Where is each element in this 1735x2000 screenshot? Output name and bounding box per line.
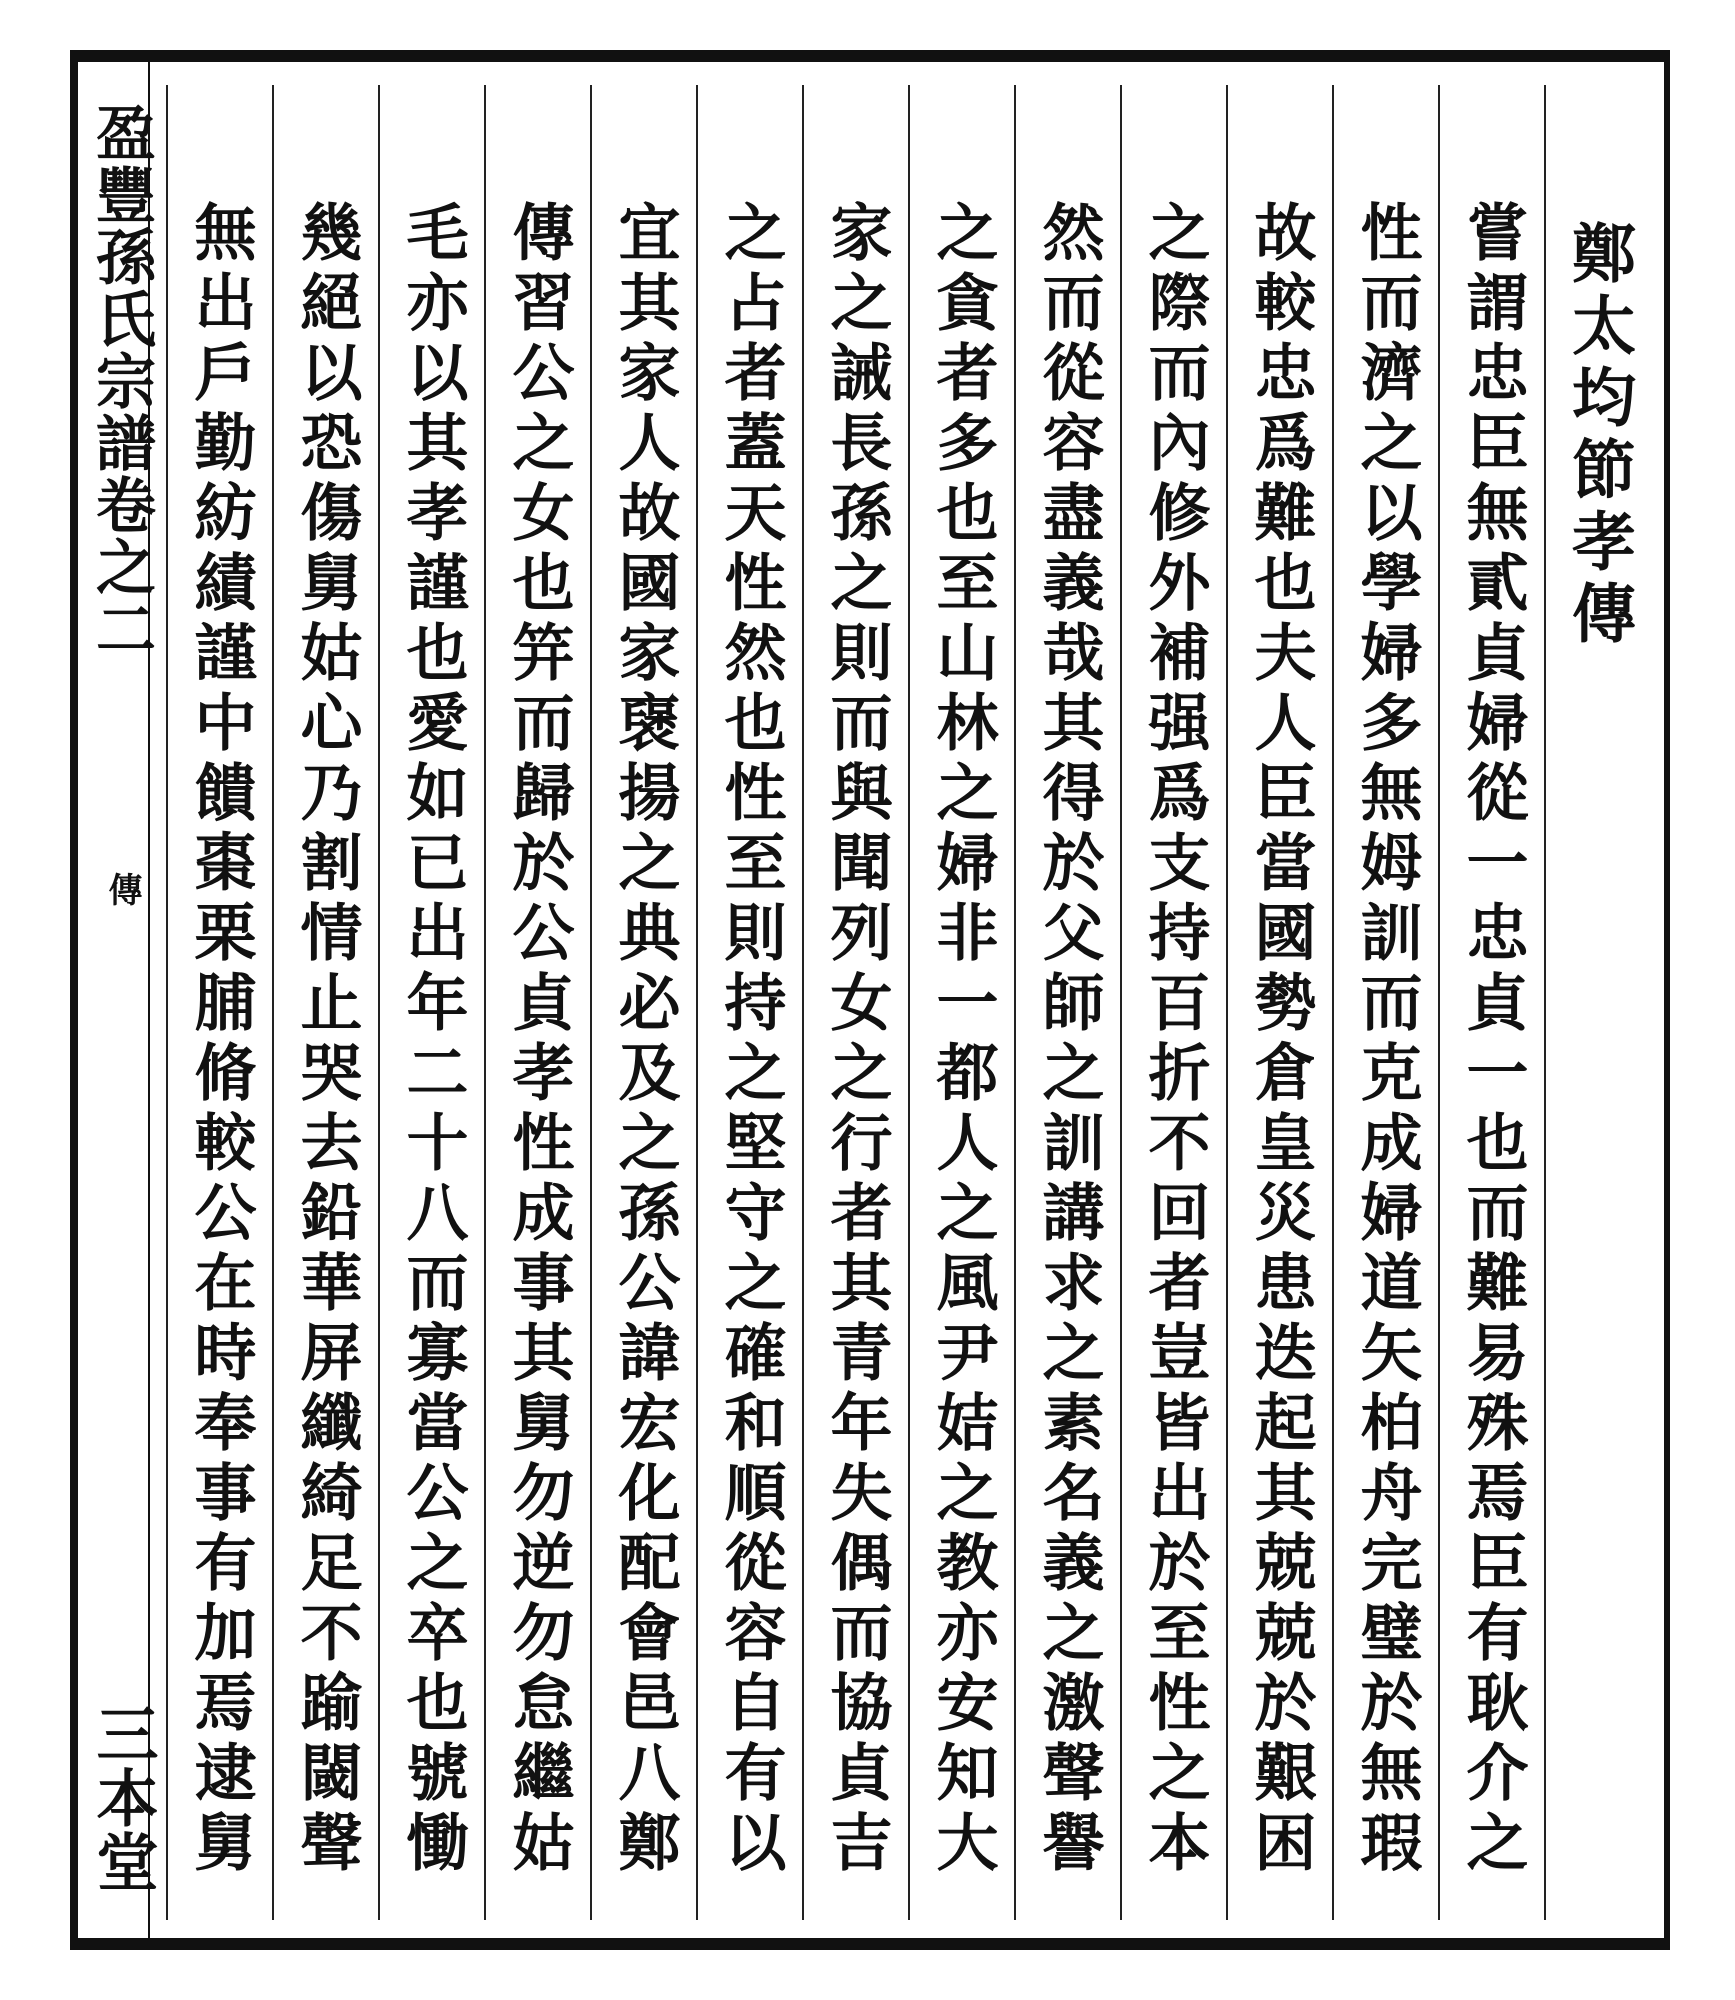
text-column	[378, 85, 484, 1920]
column-text: 幾絕以恐傷舅姑心乃割情止哭去鉛華屏纖綺足不踰閾聲	[290, 200, 363, 1880]
column-text: 嘗謂忠臣無貳貞婦從一忠貞一也而難易殊焉臣有耿介之	[1456, 200, 1529, 1880]
text-area	[160, 85, 1650, 1920]
text-column	[166, 85, 272, 1920]
text-column	[1014, 85, 1120, 1920]
column-text: 然而從容盡義哉其得於父師之訓講求之素名義之激聲譽	[1032, 200, 1105, 1880]
text-column	[1226, 85, 1332, 1920]
column-text: 家之誡長孫之則而與聞列女之行者其青年失偶而協貞吉	[820, 200, 893, 1880]
text-column	[802, 85, 908, 1920]
column-text: 無出戶勤紡績謹中饋棗栗脯脩較公在時奉事有加焉逮舅	[184, 200, 257, 1880]
margin-strip	[70, 62, 159, 1938]
text-column	[1438, 85, 1544, 1920]
section-label: 傳	[102, 872, 142, 906]
column-text: 毛亦以其孝謹也愛如已出年二十八而寡當公之卒也號慟	[396, 200, 469, 1880]
text-column	[696, 85, 802, 1920]
document-title: 鄭太均節孝傳	[1561, 220, 1636, 652]
text-column	[1332, 85, 1438, 1920]
text-column	[484, 85, 590, 1920]
column-text: 傳習公之女也笄而歸於公貞孝性成事其舅勿逆勿怠繼姑	[502, 200, 575, 1880]
column-text: 宜其家人故國家襃揚之典必及之孫公諱宏化配會邑八鄭	[608, 200, 681, 1880]
book-title: 盈豐孫氏宗譜卷之二	[86, 102, 156, 660]
text-column	[908, 85, 1014, 1920]
column-text: 性而濟之以學婦多無姆訓而克成婦道矢柏舟完璧於無瑕	[1350, 200, 1423, 1880]
column-text: 故較忠爲難也夫人臣當國勢倉皇災患迭起其兢兢於艱困	[1244, 200, 1317, 1880]
text-column	[272, 85, 378, 1920]
column-text: 之際而內修外補强爲支持百折不回者豈皆出於至性之本	[1138, 200, 1211, 1880]
text-column	[590, 85, 696, 1920]
hall-name: 三本堂	[86, 1702, 159, 1894]
column-text: 之占者蓋天性然也性至則持之堅守之確和順從容自有以	[714, 200, 787, 1880]
title-column	[1544, 85, 1650, 1920]
column-text: 之貪者多也至山林之婦非一都人之風尹姞之教亦安知大	[926, 200, 999, 1880]
text-column	[1120, 85, 1226, 1920]
